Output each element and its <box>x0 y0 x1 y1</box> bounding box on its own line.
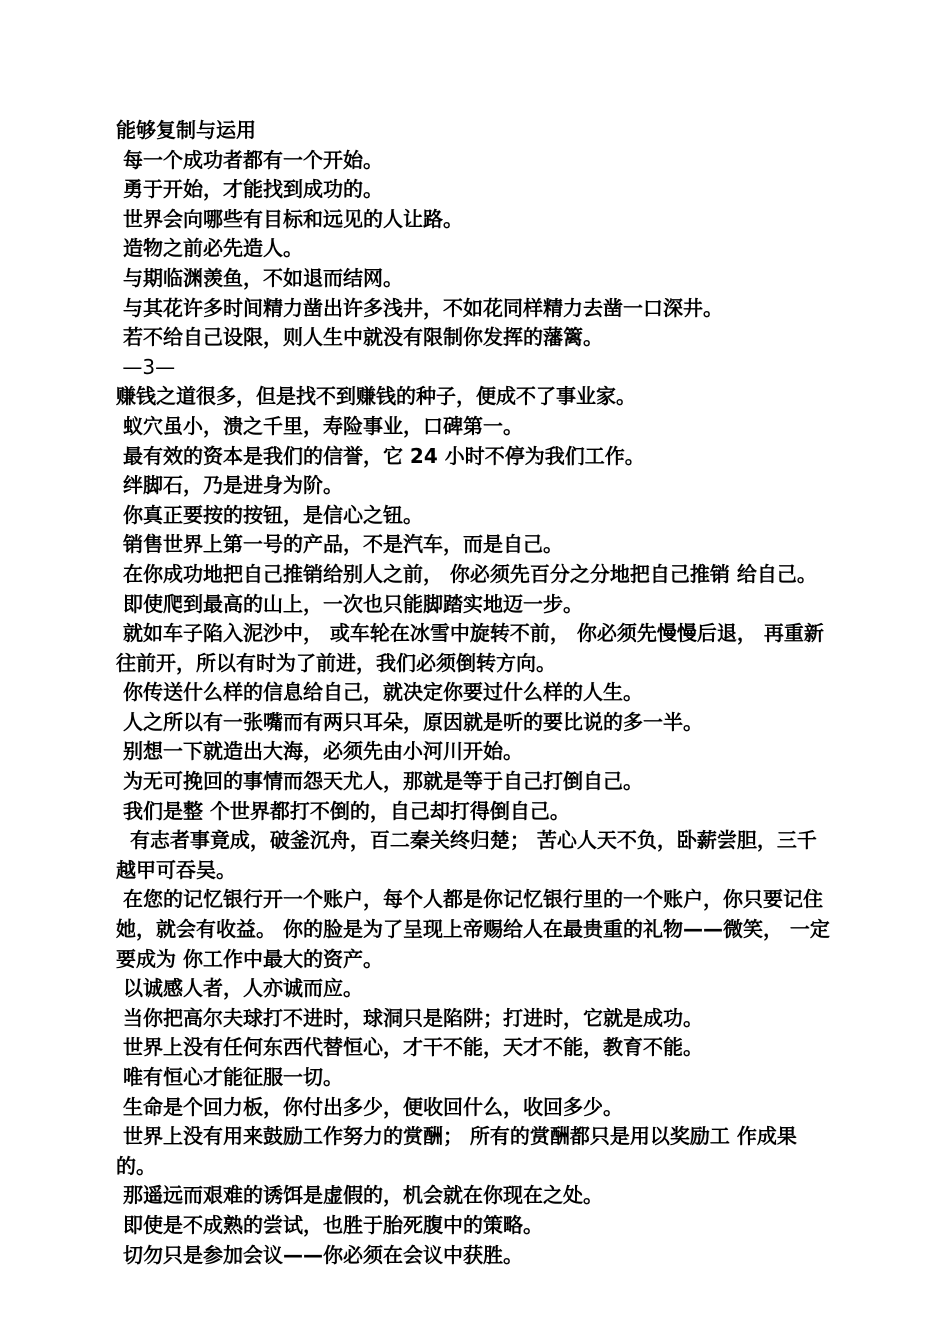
document-body <box>116 116 836 1270</box>
text-line: 我们是整 个世界都打不倒的，自己却打得倒自己。 <box>116 798 570 823</box>
text-line: 在您的记忆银行开一个账户，每个人都是你记忆银行里的一个账户，你只要记住她，就会有收益。 你的脸是为了呈现上帝赐给人在最贵重的礼物——微笑， 一定要成为 你工作中最大的资产。 <box>116 887 830 971</box>
text-line: 别想一下就造出大海，必须先由小河川开始。 <box>116 739 523 764</box>
text-line: 绊脚石，乃是进身为阶。 <box>116 473 343 498</box>
text-line: 即使是不成熟的尝试，也胜于胎死腹中的策略。 <box>116 1212 543 1237</box>
text-line: 当你把高尔夫球打不进时，球洞只是陷阱；打进时，它就是成功。 <box>116 1005 703 1030</box>
text-line: 世界会向哪些有目标和远见的人让路。 <box>116 206 463 231</box>
text-line: 有志者事竟成，破釜沉舟，百二秦关终归楚； 苦心人天不负，卧薪尝胆，三千越甲可吞吴。 <box>116 828 817 882</box>
text-line: 切勿只是参加会议——你必须在会议中获胜。 <box>116 1242 523 1267</box>
text-line: 你传送什么样的信息给自己，就决定你要过什么样的人生。 <box>116 680 643 705</box>
text-line: 造物之前必先造人。 <box>116 236 303 261</box>
text-line: 勇于开始，才能找到成功的。 <box>116 177 383 202</box>
text-line: 每一个成功者都有一个开始。 <box>116 147 383 172</box>
text-line: 就如车子陷入泥沙中， 或车轮在冰雪中旋转不前， 你必须先慢慢后退， 再重新往前开，所以有时为了前进，我们必须倒转方向。 <box>116 621 824 675</box>
text-line: 销售世界上第一号的产品，不是汽车，而是自己。 <box>116 532 563 557</box>
text-line: 与其花许多时间精力凿出许多浅井，不如花同样精力去凿一口深井。 <box>116 295 723 320</box>
text-line: 生命是个回力板，你付出多少，便收回什么，收回多少。 <box>116 1094 623 1119</box>
text-line: 若不给自己设限，则人生中就没有限制你发挥的藩篱。 <box>116 325 603 350</box>
text-line: 最有效的资本是我们的信誉，它 24 小时不停为我们工作。 <box>116 443 645 468</box>
page-number: —3— <box>116 354 176 379</box>
text-line: 蚁穴虽小，溃之千里，寿险事业，口碑第一。 <box>116 413 523 438</box>
text-line: 即使爬到最高的山上，一次也只能脚踏实地迈一步。 <box>116 591 583 616</box>
text-line: 那遥远而艰难的诱饵是虚假的，机会就在你现在之处。 <box>116 1183 603 1208</box>
text-line: 为无可挽回的事情而怨天尤人，那就是等于自己打倒自己。 <box>116 769 643 794</box>
text-line: 能够复制与运用 <box>116 118 256 142</box>
text-line: 你真正要按的按钮，是信心之钮。 <box>116 502 423 527</box>
text-line: 赚钱之道很多，但是找不到赚钱的种子，便成不了事业家。 <box>116 384 636 409</box>
text-line: 人之所以有一张嘴而有两只耳朵，原因就是听的要比说的多一半。 <box>116 709 703 734</box>
text-line: 以诚感人者，人亦诚而应。 <box>116 976 363 1001</box>
text-line: 与期临渊羡鱼，不如退而结网。 <box>116 265 403 290</box>
text-line: 世界上没有任何东西代替恒心，才干不能，天才不能，教育不能。 <box>116 1035 703 1060</box>
text-line: 在你成功地把自己推销给别人之前， 你必须先百分之分地把自己推销 给自己。 <box>116 561 817 586</box>
text-line: 唯有恒心才能征服一切。 <box>116 1065 343 1089</box>
text-line: 世界上没有用来鼓励工作努力的赏酬； 所有的赏酬都只是用以奖励工 作成果的。 <box>116 1124 797 1178</box>
